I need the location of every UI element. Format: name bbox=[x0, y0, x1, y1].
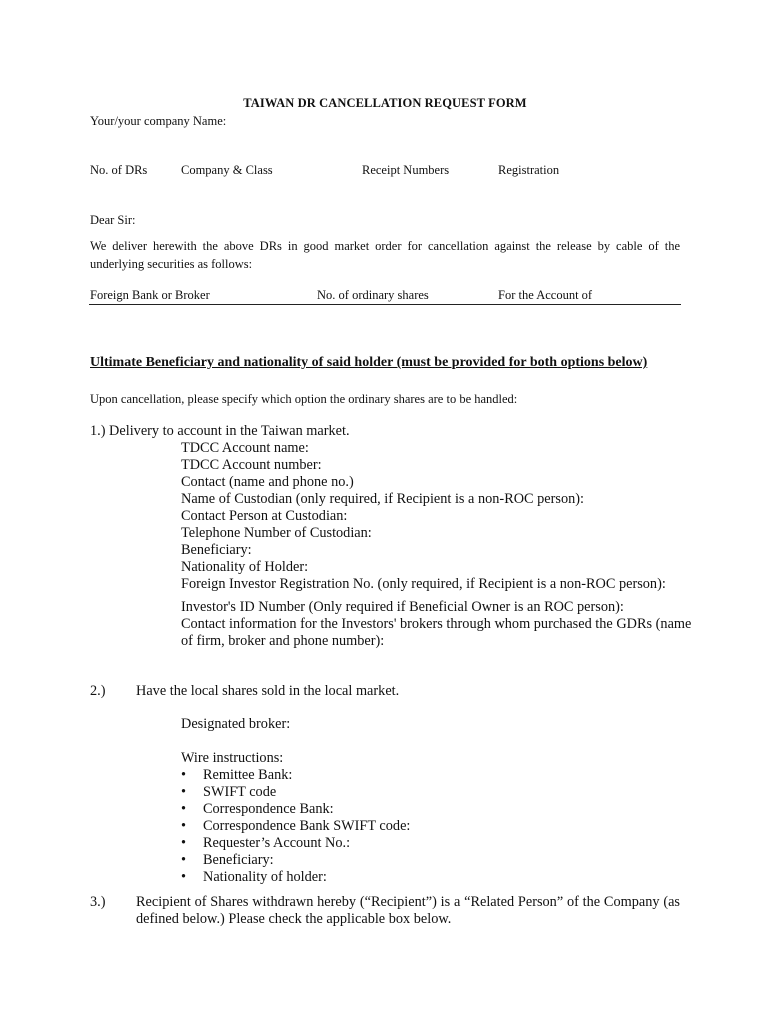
investor-id-field: Investor's ID Number (Only required if Beneficial Owner is an ROC person): bbox=[181, 599, 624, 615]
bullet-icon: • bbox=[181, 801, 187, 817]
option3-number: 3.) bbox=[90, 894, 106, 910]
option1-field: TDCC Account name: bbox=[181, 440, 309, 456]
bullet-icon: • bbox=[181, 869, 187, 885]
wire-item: • Remittee Bank: bbox=[181, 767, 293, 783]
option1-field: TDCC Account number: bbox=[181, 457, 322, 473]
col-ordinary-shares: No. of ordinary shares bbox=[317, 288, 429, 302]
wire-item: • Beneficiary: bbox=[181, 852, 274, 868]
wire-item: • SWIFT code bbox=[181, 784, 277, 800]
company-name-label: Your/your company Name: bbox=[90, 114, 227, 128]
contact-info-field-cont: of firm, broker and phone number): bbox=[181, 633, 385, 649]
instruction-text: Upon cancellation, please specify which option the ordinary shares are to be handled: bbox=[90, 392, 518, 406]
wire-item: • Correspondence Bank: bbox=[181, 801, 334, 817]
option1-field: Telephone Number of Custodian: bbox=[181, 525, 372, 541]
bullet-icon: • bbox=[181, 852, 187, 868]
option1-field: Contact Person at Custodian: bbox=[181, 508, 348, 524]
col-company-class: Company & Class bbox=[181, 163, 273, 177]
option1-field: Nationality of Holder: bbox=[181, 559, 309, 575]
option2-title: Have the local shares sold in the local market. bbox=[136, 683, 400, 699]
wire-item: • Requester’s Account No.: bbox=[181, 835, 351, 851]
col-receipt-numbers: Receipt Numbers bbox=[362, 163, 450, 177]
section-heading: Ultimate Beneficiary and nationality of said holder (must be provided for both options below) bbox=[90, 355, 648, 370]
form-title: TAIWAN DR CANCELLATION REQUEST FORM bbox=[243, 96, 527, 110]
bullet-icon: • bbox=[181, 767, 187, 783]
option1-field: Name of Custodian (only required, if Recipient is a non-ROC person): bbox=[181, 491, 585, 507]
option3-text: Recipient of Shares withdrawn hereby (“Recipient”) is a “Related Person” of the Company (as defined below.) Please check the applicable box below. bbox=[136, 894, 680, 927]
salutation: Dear Sir: bbox=[90, 213, 136, 227]
bullet-icon: • bbox=[181, 818, 187, 834]
wire-item: • Correspondence Bank SWIFT code: bbox=[181, 818, 411, 834]
col-no-of-drs: No. of DRs bbox=[90, 163, 148, 177]
option1-field: Contact (name and phone no.) bbox=[181, 474, 354, 490]
option1-title: 1.) Delivery to account in the Taiwan market. bbox=[90, 423, 350, 439]
bullet-icon: • bbox=[181, 835, 187, 851]
col-foreign-bank: Foreign Bank or Broker bbox=[90, 288, 210, 302]
option2-number: 2.) bbox=[90, 683, 106, 699]
designated-broker-field: Designated broker: bbox=[181, 716, 291, 732]
col-for-account: For the Account of bbox=[498, 288, 593, 302]
contact-info-field: Contact information for the Investors' brokers through whom purchased the GDRs (name bbox=[181, 616, 692, 632]
intro-paragraph: We deliver herewith the above DRs in good market order for cancellation against the release by cable of the underlying securities as follows: bbox=[90, 239, 680, 271]
wire-instructions-label: Wire instructions: bbox=[181, 750, 284, 766]
option1-field: Beneficiary: bbox=[181, 542, 252, 558]
wire-item: • Nationality of holder: bbox=[181, 869, 327, 885]
option1-field: Foreign Investor Registration No. (only required, if Recipient is a non-ROC person): bbox=[181, 576, 666, 592]
bullet-icon: • bbox=[181, 784, 187, 800]
col-registration: Registration bbox=[498, 163, 560, 177]
divider-line bbox=[89, 304, 681, 305]
